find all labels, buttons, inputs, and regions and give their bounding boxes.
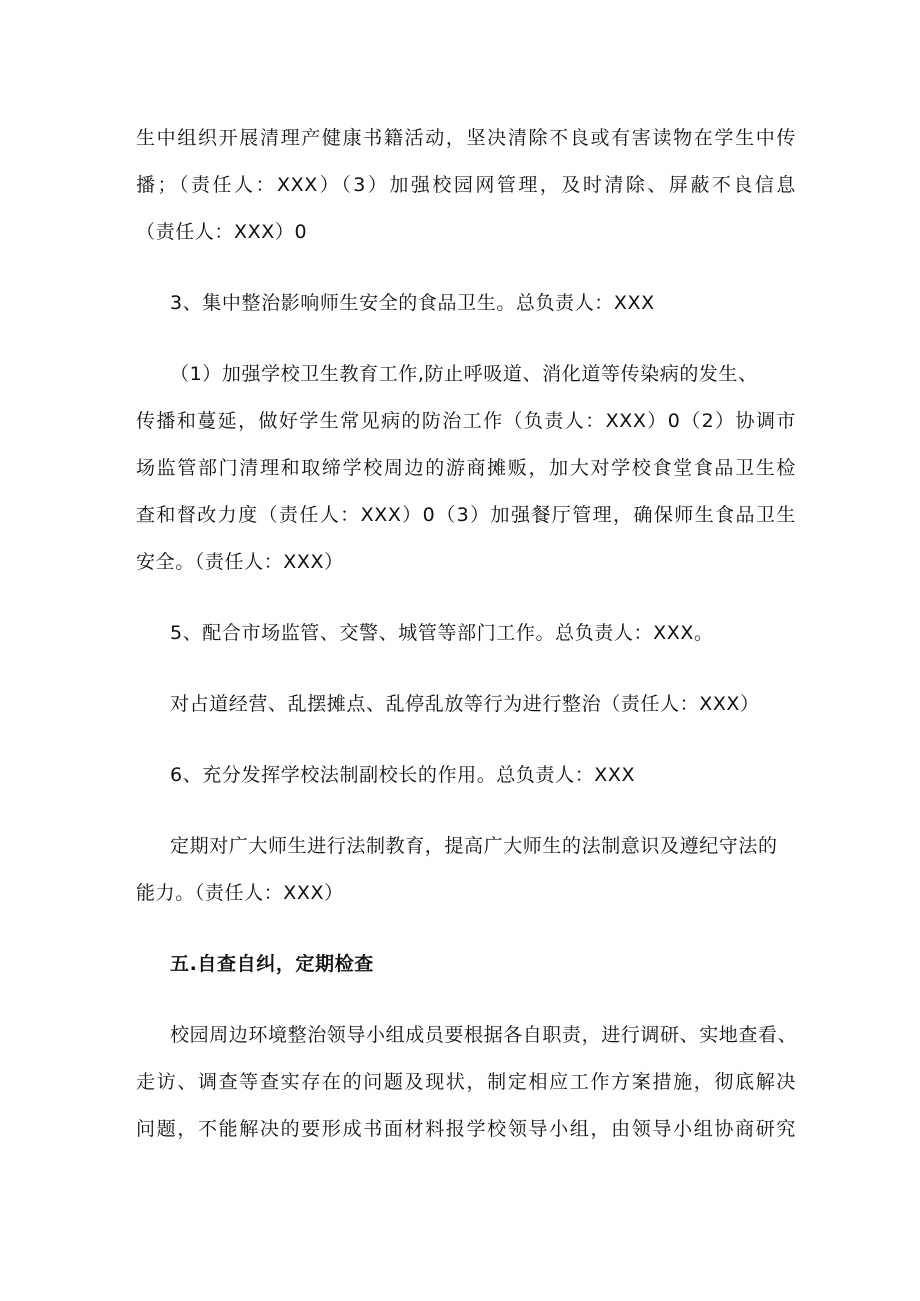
paragraph-line: 传播和蔓延，做好学生常见病的防治工作（负责人：XXX）0（2）协调市 [136,410,796,432]
paragraph-line: 对占道经营、乱摆摊点、乱停乱放等行为进行整治（责任人：XXX） [170,693,760,715]
paragraph-line: 走访、调查等查实存在的问题及现状，制定相应工作方案措施，彻底解决 [136,1071,796,1093]
paragraph-line: 能力。（责任人：XXX） [136,882,344,904]
paragraph-line: 校园周边环境整治领导小组成员要根据各自职责，进行调研、实地查看、 [170,1024,798,1046]
paragraph-line: 查和督改力度（责任人：XXX）0（3）加强餐厅管理，确保师生食品卫生 [136,504,796,526]
paragraph-line: 播；（责任人：XXX）（3）加强校园网管理，及时清除、屏蔽不良信息 [136,174,796,196]
section-heading-5: 五.自查自纠，定期检查 [170,953,374,975]
section-item-3: 3、集中整治影响师生安全的食品卫生。总负责人：XXX [170,292,655,314]
section-item-6: 6、充分发挥学校法制副校长的作用。总负责人：XXX [170,764,636,786]
paragraph-line: 定期对广大师生进行法制教育，提高广大师生的法制意识及遵纪守法的 [170,835,778,857]
paragraph-line: 安全。（责任人：XXX） [136,551,344,573]
paragraph-line: 问题，不能解决的要形成书面材料报学校领导小组，由领导小组协商研究 [136,1118,796,1140]
paragraph-line: （1）加强学校卫生教育工作,防止呼吸道、消化道等传染病的发生、 [170,363,758,385]
paragraph-line: 生中组织开展清理产健康书籍活动，坚决清除不良或有害读物在学生中传 [136,127,796,149]
paragraph-line: （责任人：XXX）0 [136,221,308,243]
paragraph-line: 场监管部门清理和取缔学校周边的游商摊贩，加大对学校食堂食品卫生检 [136,457,796,479]
section-item-5: 5、配合市场监管、交警、城管等部门工作。总负责人：XXX。 [170,622,714,644]
